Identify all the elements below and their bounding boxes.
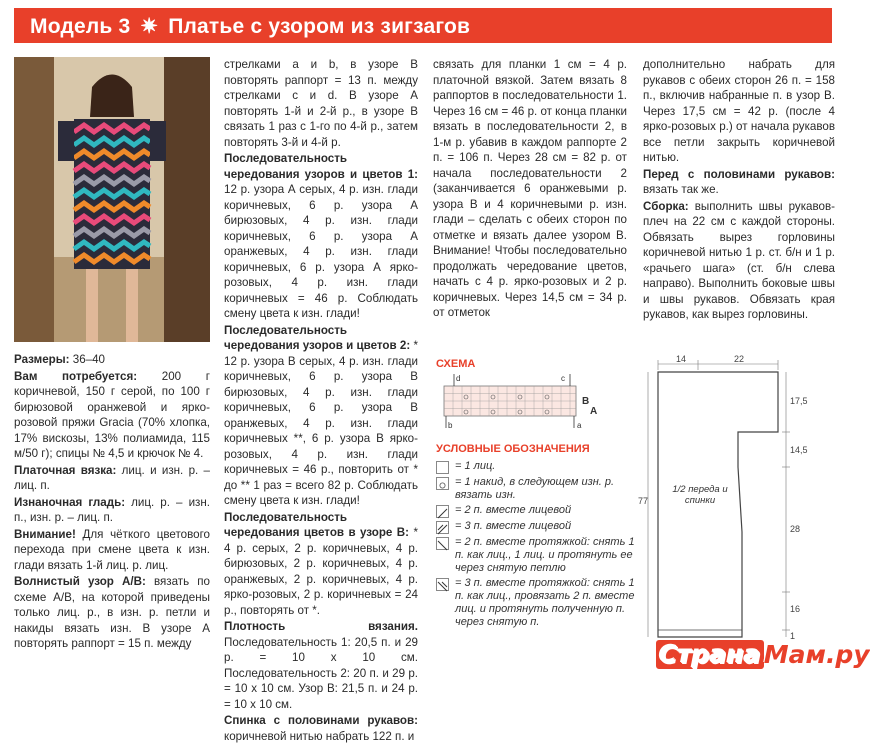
legend-item — [436, 536, 636, 575]
legend-item — [436, 577, 636, 629]
column-1 — [14, 352, 210, 653]
attention-label: Внимание! — [14, 527, 76, 541]
wave-pattern-label: Волнистый узор А/В: — [14, 575, 146, 588]
pattern-diagram — [638, 352, 838, 652]
arrow-b-label: b — [448, 421, 453, 430]
column-4-intro: дополнительно набрать для рукавов с обеих сторон 26 п. = 158 п., включив набранные п. в узор В. Через 17,5 см = 42 р. (после 4 ярко-розовых р.) от начала рукавов все петли закрыть коричневой нитью. — [643, 58, 835, 164]
legend-item — [436, 460, 636, 474]
sequence-1-text: 12 р. узора А серых, 4 р. изн. глади коричневых, 6 р. узора А бирюзовых, 4 р. изн. глади коричневых, 6 р. узора А оранжевых, 4 р. изн. глади коричневых, 6 р. узора А ярко-розовых, 4 р. изн. глади коричневых = 46 р. Соблюдать смену цвета к изн. глади! — [224, 183, 418, 320]
wave-pattern-text: вязать по схеме А/В, на которой приведены только лиц. р., в изн. р. петли и накиды вязать изн. В узоре А повторять раппорт = 15 п. между — [14, 575, 210, 650]
column-3-text: связать для планки 1 см = 4 р. платочной вязкой. Затем вязать 8 раппортов в последовательности 1. Через 16 см = 46 р. от конца планки вязать в последовательности 2, в 1-м р. убавив в каждом раппорте 2 п. = 106 п. Через 28 см = 82 р. от начала последовательности 2 (заканчивается 6 оранжевыми р. узора В и 4 коричневыми р. изн. глади – сделать с обеих сторон по отметке и вязать далее узором В. Внимание! Чтобы последовательно продолжать чередование цветов, начать с 4 р. ярко-розовых и 2 р. коричневых. Через 14,5 см = 34 р. от отметок — [433, 58, 627, 319]
dim-total: 77 — [638, 496, 649, 506]
model-number: Модель 3 — [30, 15, 131, 38]
legend — [436, 460, 636, 631]
legend-text: = 2 п. вместе протяжкой: снять 1 п. как лиц., 1 лиц. и протянуть ее через снятую петлю — [455, 536, 635, 574]
column-3 — [433, 57, 627, 322]
sequence-3-text: * 4 р. серых, 2 р. коричневых, 4 р. бирюзовых, 2 р. коричневых, 4 р. оранжевых, 2 р. коричневых, 4 р. ярко-розовых, 2 р. коричневых = 24 р., повторять от *. — [224, 526, 418, 617]
watermark-logo — [656, 640, 870, 669]
legend-item — [436, 520, 636, 534]
page-title — [30, 14, 470, 39]
sequence-2-text: * 12 р. узора В серых, 4 р. изн. глади коричневых, 6 р. узора В бирюзовых, 4 р. изн. глади коричневых, 6 р. узора В оранжевых, 4 р. изн. глади коричневых **, 6 р. узора В ярко-розовых, 4 р. изн. глади коричневых = 46 р., повторить от * до ** 1 раз = всего 82 р. Соблюдать смену цвета к изн. глади! — [224, 339, 418, 507]
legend-text: = 1 накид, в следующем изн. р. вязать изн. — [455, 476, 615, 501]
density-label: Плотность вязания. — [224, 620, 418, 633]
front-label: Перед с половинами рукавов: — [643, 167, 835, 181]
reverse-stockinette-label: Изнаночная гладь: — [14, 495, 126, 509]
schema-title: СХЕМА — [436, 358, 476, 370]
right-slash-square-icon — [436, 505, 449, 518]
back-text: коричневой нитью набрать 122 п. и — [224, 729, 415, 743]
garter-label: Платочная вязка: — [14, 463, 117, 477]
double-slash-square-icon — [436, 521, 449, 534]
legend-text: = 3 п. вместе лицевой — [455, 520, 572, 532]
front-text: вязать так же. — [643, 183, 719, 196]
legend-title: УСЛОВНЫЕ ОБОЗНАЧЕНИЯ — [436, 443, 590, 455]
sequence-2-label: Последовательность чередования узоров и цветов 2: — [224, 323, 411, 352]
knitting-chart — [436, 372, 600, 430]
back-label: Спинка с половинами рукавов: — [224, 714, 418, 727]
sizes-value: 36–40 — [72, 353, 105, 366]
legend-text: = 2 п. вместе лицевой — [455, 504, 572, 516]
model-title: Платье с узором из зигзагов — [168, 15, 471, 38]
sequence-1-label: Последовательность чередования узоров и цветов 1: — [224, 152, 418, 181]
watermark-part-1: Страна — [656, 640, 764, 669]
garter-text: лиц. и изн. р. – лиц. п. — [14, 463, 210, 492]
pattern-b-label: B — [582, 396, 590, 407]
density-text: Последовательность 1: 20,5 п. и 29 р. = 10 x 10 см. Последовательность 2: 20 п. и 29 р. = 10 x 10 см. Узор В: 21,5 п. и 24 р. = 10 x 10 см. — [224, 635, 418, 711]
star-icon: ✷ — [140, 15, 159, 38]
dim-body: 28 — [790, 524, 801, 534]
reverse-stockinette-text: лиц. р. – изн. п., изн. р. – лиц. п. — [14, 495, 210, 524]
arrow-d-label: d — [456, 374, 461, 383]
circle-square-icon — [436, 477, 449, 490]
dress-photo-illustration — [14, 57, 210, 342]
materials-label: Вам потребуется: — [14, 369, 138, 383]
arrow-a-label: a — [577, 421, 582, 430]
assembly-text: выполнить швы рукавов-плеч на 22 см с каждой стороны. Обвязать вырез горловины коричневой нитью 1 р. ст. б/н и 1 р. «рачьего шага» (ст. б/н слева направо). Выполнить боковые швы и швы рукавов. Обвязать края рукавов, как вырез горловины. — [643, 199, 835, 321]
legend-item — [436, 476, 636, 502]
column-4 — [643, 57, 835, 324]
dim-armhole: 14,5 — [790, 445, 808, 455]
dim-top-right: 22 — [734, 354, 745, 364]
arrow-c-label: c — [561, 374, 565, 383]
dim-lower: 16 — [790, 604, 801, 614]
model-photo — [14, 57, 210, 342]
legend-item — [436, 504, 636, 518]
assembly-label: Сборка: — [643, 199, 689, 213]
pattern-label: 1/2 переда и спинки — [672, 484, 728, 506]
dim-sleeve: 17,5 — [790, 396, 808, 406]
empty-square-icon — [436, 461, 449, 474]
pattern-a-label: A — [590, 406, 598, 417]
legend-text: = 3 п. вместе протяжкой: снять 1 п. как лиц., провязать 2 п. вместе лиц. и протянуть полученную п. через снятую п. — [455, 577, 635, 628]
watermark-part-2: Мам — [763, 640, 826, 669]
column-2-intro: стрелками а и b, в узоре В повторять раппорт = 13 п. между стрелками с и d. В узоре А повторять 1-й и 2-й р., в узоре В связать 1 раз с 1-го по 4-й р., затем повторять 3-й и 4-й р. — [224, 58, 418, 149]
sizes-label: Размеры: — [14, 353, 70, 366]
legend-text: = 1 лиц. — [455, 460, 496, 472]
watermark-part-3: .ру — [825, 640, 870, 669]
left-slash-square-icon — [436, 537, 449, 550]
materials-text: 200 г коричневой, 150 г серой, по 100 г бирюзовой оранжевой и ярко-розовой пряжи Gracia (70% хлопка, 17% вискозы, 13% полиамида, 115 м/50 г); спицы № 4,5 и крючок № 4. — [14, 369, 210, 460]
double-left-slash-square-icon — [436, 578, 449, 591]
sequence-3-label: Последовательность чередования цветов в узоре В: — [224, 510, 410, 539]
attention-text: Для чёткого цветового перехода при смене цвета к изн. глади вязать 1-й лиц. р. лиц. — [14, 527, 210, 572]
dim-band: 1 — [790, 631, 796, 641]
dim-top-left: 14 — [676, 354, 687, 364]
column-2 — [224, 57, 418, 745]
